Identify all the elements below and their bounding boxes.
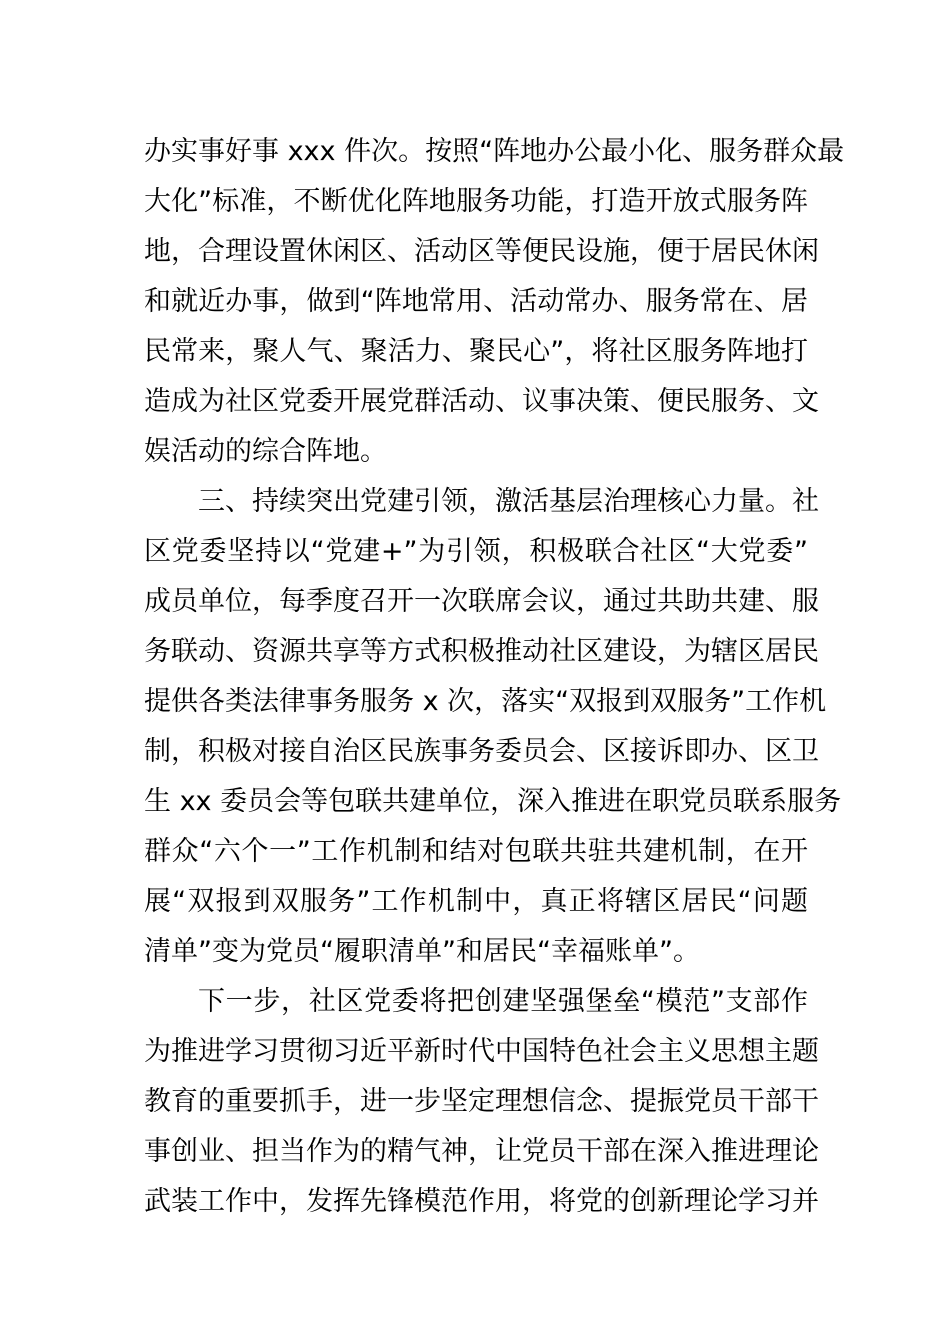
text-line: 武装工作中，发挥先锋模范作用，将党的创新理论学习并 — [144, 1186, 819, 1217]
paragraph-start-line: 下一步，社区党委将把创建坚强堡垒“模范”支部作 — [198, 986, 808, 1017]
text-line: 务联动、资源共享等方式积极推动社区建设，为辖区居民 — [144, 636, 819, 667]
text-line: 成员单位，每季度召开一次联席会议，通过共助共建、服 — [144, 586, 819, 617]
text-line: 造成为社区党委开展党群活动、议事决策、便民服务、文 — [144, 386, 819, 417]
text-line: 娱活动的综合阵地。 — [144, 436, 387, 467]
text-line: 为推进学习贯彻习近平新时代中国特色社会主义思想主题 — [144, 1036, 819, 1067]
text-line: 清单”变为党员“履职清单”和居民“幸福账单”。 — [144, 936, 700, 967]
text-line: 群众“六个一”工作机制和结对包联共驻共建机制，在开 — [144, 836, 808, 867]
text-line: 提供各类法律事务服务 x 次，落实“双报到双服务”工作机 — [144, 686, 827, 717]
text-line: 生 xx 委员会等包联共建单位，深入推进在职党员联系服务 — [144, 786, 842, 817]
text-line: 和就近办事，做到“阵地常用、活动常办、服务常在、居 — [144, 286, 808, 317]
text-line: 制，积极对接自治区民族事务委员会、区接诉即办、区卫 — [144, 736, 819, 767]
text-line: 地，合理设置休闲区、活动区等便民设施，便于居民休闲 — [144, 236, 819, 267]
text-line: 民常来，聚人气、聚活力、聚民心”，将社区服务阵地打 — [144, 336, 808, 367]
paragraph-start-line: 三、持续突出党建引领，激活基层治理核心力量。社 — [198, 486, 819, 517]
text-line: 大化”标准，不断优化阵地服务功能，打造开放式服务阵 — [144, 186, 808, 217]
text-line: 展“双报到双服务”工作机制中，真正将辖区居民“问题 — [144, 886, 808, 917]
text-line: 教育的重要抓手，进一步坚定理想信念、提振党员干部干 — [144, 1086, 819, 1117]
text-line: 办实事好事 xxx 件次。按照“阵地办公最小化、服务群众最 — [144, 136, 845, 167]
text-line: 事创业、担当作为的精气神，让党员干部在深入推进理论 — [144, 1136, 819, 1167]
text-line: 区党委坚持以“党建+”为引领，积极联合社区“大党委” — [144, 536, 808, 567]
